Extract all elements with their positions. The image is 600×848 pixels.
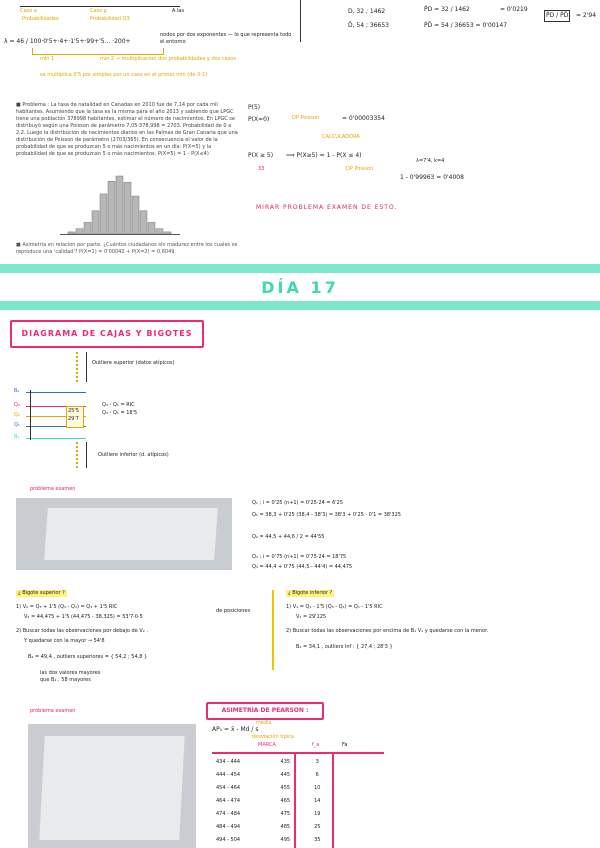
histogram-bar: [164, 232, 171, 234]
top-right-notes: [340, 0, 600, 40]
poisson-problem-text: ■ Problema : La tasa de natalidad en Canadas en 2010 fue de 7,14 por cada mil habitantes. Asumiendo que la tasa es la misma para el año 2013 y sabiendo que LPGC tiene una población 378998 habitantes, estimar el número de nacimientos. En LPGC se distribuyó según una Poisson de parámetro 7,05·378,998 = 2703. Probabilidad de 0 a 2,2. Luego la distribución de nacimientos diarios en las Palmas de Gran Canaria que una distribución de Poisson de parámetro (2703/365). En consecuencia el valor de la probabilidad de que se produzcan 5 o más nacimientos en un día: P(X=5) y la probabilidad de que se produzcan 5 o más nacimientos. P(X=5) = 1 - P(X≤4): [16, 102, 238, 157]
iqr-line2: Q₃ - Q₁ = 18'5: [102, 410, 138, 416]
histogram-bar: [92, 211, 99, 234]
table-cell: 445: [280, 771, 291, 778]
table-cell: 3: [315, 758, 319, 765]
table-cell: 434 - 444: [216, 758, 241, 765]
result: 1 - 0'99963 = 0'4008: [400, 174, 464, 181]
note-top: nodos por dos exponentes — lo que representa todo el entorno: [160, 32, 292, 45]
table-row: [212, 820, 332, 833]
bigote-sup-b2: B₂ = 49,4 , outliers superiores = { 54,2 ; 54,8 }: [28, 654, 148, 660]
ratio: P̂D / P̂D̄: [544, 10, 570, 22]
box-text-2: 29'7: [68, 416, 79, 422]
table-cell: 35: [314, 836, 321, 843]
row-dbar: D̄, 54 ; 36653: [348, 22, 389, 29]
poisson-notes: [246, 100, 596, 265]
bigote-sup-step2: 2) Buscar todas las observaciones por debajo de V₂ .: [16, 628, 148, 634]
histogram-bar: [108, 181, 115, 234]
px5-expr: ⟹ P(X≥5) = 1 - P(X ≤ 4): [286, 152, 362, 159]
histogram-bar: [140, 211, 147, 234]
histogram-bar: [84, 222, 91, 234]
histogram-bar: [156, 229, 163, 234]
q1-line1: Q₁ ; i = 0'25 (n+1) = 0'25·24 = 6'25: [252, 500, 344, 506]
table-cell: 10: [314, 784, 321, 791]
outlier-sup-brace: [86, 352, 91, 382]
outlier-dots-bottom: [76, 442, 80, 468]
histogram-bar: [132, 196, 139, 234]
histogram: [60, 172, 180, 235]
mirar-problema: MIRAR PROBLEMA EXAMEN DE ESTO.: [256, 204, 398, 211]
exam1-screenshot: [16, 498, 232, 570]
bigote-inf-title: ¿ Bigote inferior ?: [288, 590, 333, 596]
p5-label: P(5): [248, 104, 261, 111]
label-caso-p: Caso p: [90, 8, 107, 14]
note-min2: min 2 → multiplicacion dos probabilidades y dos casos: [100, 56, 236, 62]
row-d: D, 32 ; 1462: [348, 8, 386, 15]
label-caso-a: Caso a: [20, 8, 37, 14]
bigote-sup-step1: 1) V₂ = Q₃ + 1'5 (Q₃ - Q₁) = Q₃ + 1'5 RIC: [16, 604, 118, 610]
table-row: [212, 781, 332, 794]
sublabel-probabilidades: Probabilidades: [22, 16, 59, 22]
outlier-dots-top: [76, 352, 80, 382]
bigote-sup-note: las dos valores mayores que B₂ ; 58 mayores: [40, 670, 101, 683]
outlier-sup-label: Outliere superior (datos atípicos): [92, 360, 175, 366]
histogram-bar: [148, 222, 155, 234]
pearson-title-text: ASIMETRÍA DE PEARSON :: [221, 707, 309, 714]
p-d-val: = 0'0219: [500, 6, 528, 13]
whisker-line-b2: [26, 392, 86, 393]
lambda-note: λ=7'4, k=4: [416, 158, 445, 164]
table-cell: 444 - 454: [216, 771, 241, 778]
asimetria-text: ■ Asimetria en relación por parte. ¿Cuántos ciudadanos sin madurez entre los cuales se reproduce una 'calidad'? P(X=1) = 0'00042 + P(X=2) = 0,6049: [16, 242, 238, 255]
sublabel-probabilidad-q3: Probabilidad Q3: [90, 16, 130, 22]
q-label-q3: Q₃: [14, 402, 20, 408]
pearson-formula-note-top: media: [256, 720, 272, 726]
px0-note: DP Poisson: [292, 115, 320, 121]
table-cell: 484 - 494: [216, 823, 241, 830]
lambda-equation: λ = 46 / 100·0'5+·4+·1'5+·99+'5... ·200+: [4, 38, 131, 45]
header-marca: MARCA: [258, 742, 276, 748]
p-dbar: P̂D̄ = 54 / 36653 = 0'00147: [424, 22, 508, 29]
arrow-label-33: 33: [258, 166, 265, 172]
exam1-work: [252, 500, 592, 580]
table-cell: 475: [280, 810, 291, 817]
iqr-line1: Q₃ - Q₁ = RIC: [102, 402, 135, 408]
boxplot-axis: [30, 390, 31, 440]
histogram-bar: [124, 182, 131, 234]
calculadora-label: CALCULADORA: [322, 134, 360, 140]
px0-val: = 0'00003354: [342, 115, 385, 122]
px0-label: P(X=0): [248, 116, 270, 123]
histogram-bar: [68, 232, 75, 234]
pearson-table-wrap: [212, 742, 390, 848]
pearson-table: [212, 755, 332, 846]
q-label-b2: B₂: [14, 388, 20, 394]
histogram-bar: [100, 194, 107, 234]
table-cell: 495: [280, 836, 291, 843]
bigote-sup-title: ¿ Bigote superior ?: [18, 590, 65, 596]
table-cell: 455: [280, 784, 291, 791]
q-label-q2: Q₂: [14, 412, 20, 418]
q3-line2: Q₃ = 44,4 + 0'75 (44,5 - 44'4) = 44,475: [252, 564, 353, 570]
header-fa: f_a: [312, 742, 320, 748]
header-Fa: Fa: [342, 742, 348, 748]
boxplot-title: [10, 320, 204, 348]
table-row: [212, 755, 332, 768]
exam1-label: problema examen: [30, 486, 76, 492]
outlier-inf-brace: [86, 442, 91, 468]
top-left-notes: [0, 0, 300, 95]
histogram-bar: [76, 229, 83, 234]
pearson-formula: AP₁ = x̄ - Md / s: [212, 726, 259, 733]
number-line: [20, 6, 180, 7]
bigote-inf-step1: 1) V₁ = Q₁ - 1'5 (Q₃ - Q₁) = Q₁ - 1'5 RIC: [286, 604, 383, 610]
exam1-screen-area: [44, 508, 218, 560]
table-cell: 485: [280, 823, 291, 830]
label-a-las: A las: [172, 8, 185, 14]
table-row: [212, 794, 332, 807]
top-divider: [300, 0, 301, 42]
table-cell: 494 - 504: [216, 836, 241, 843]
day-title: DÍA 17: [261, 278, 339, 297]
q1-line2: Q₁ = 38,3 + 0'25 (38,4 - 38'3) = 38'3 + 0'25 · 0'1 = 38'325: [252, 512, 401, 518]
table-cell: 6: [315, 771, 319, 778]
px5-note: DP Poisson: [346, 166, 374, 172]
table-row: [212, 768, 332, 781]
pearson-formula-note-bot: desviación típica: [252, 734, 294, 740]
table-cell: 464 - 474: [216, 797, 241, 804]
histogram-svg: [60, 172, 180, 234]
bigote-sup-small-note: de posiciones: [216, 608, 251, 614]
table-cell: 474 - 484: [216, 810, 241, 817]
note-multiplica: se multiplica 0'5 por simples por un caso en el primer min (de 0-1): [40, 72, 208, 78]
bigote-sup-block: [16, 590, 266, 700]
exam2-screenshot: [28, 724, 196, 848]
bigote-inf-block: [282, 590, 594, 660]
pearson-rows: [212, 755, 384, 846]
day-band-bottom: [0, 301, 600, 310]
table-cell: 435: [280, 758, 291, 765]
exam2-screen-area: [39, 736, 184, 840]
whisker-line-b1: [26, 438, 86, 439]
bigote-sup-step2b: Y quedarse con la mayor → 54'8: [24, 638, 105, 644]
table-cell: 14: [314, 797, 321, 804]
bigote-sup-step1b: V₂ = 44,475 + 1'5 (44,475 - 38,325) = 53'7·0·5: [24, 614, 143, 620]
table-cell: 465: [280, 797, 291, 804]
table-row: [212, 807, 332, 820]
table-cell: 25: [314, 823, 321, 830]
yellow-bracket: [32, 48, 164, 55]
exam2-label: problema examen: [30, 708, 76, 714]
q3-line1: Q₃ ; i = 0'75 (n+1) = 0'75·24 = 18'75: [252, 554, 347, 560]
p-d: P̂D = 32 / 1462: [424, 6, 470, 13]
table-cell: 19: [314, 810, 321, 817]
q-label-b1: B₁: [14, 434, 20, 440]
box-text-1: 25'5: [68, 408, 79, 414]
note-min1: min 1: [40, 56, 55, 62]
day-band-top: [0, 264, 600, 273]
ratio-val: = 2'94: [576, 12, 597, 19]
histogram-bar: [116, 176, 123, 234]
boxplot-diagram: [10, 350, 340, 475]
bigote-inf-b1: B₁ = 34,1 , outliers inf : { 27,4 ; 28'3 }: [296, 644, 393, 650]
px5-label: P(X ≥ 5): [248, 152, 274, 159]
bigote-inf-step1b: V₁ = 29'125: [296, 614, 327, 620]
boxplot-title-text: DIAGRAMA DE CAJAS Y BIGOTES: [21, 329, 193, 338]
table-cell: 454 - 464: [216, 784, 241, 791]
q-label-q1: Q₁: [14, 422, 20, 428]
bigote-divider: [272, 590, 274, 670]
pearson-header-line: [212, 752, 384, 754]
q2-line1: Q₂ = 44,5 + 44,6 / 2 = 44'55: [252, 534, 325, 540]
outlier-inf-label: Outliere inferior (d. atípicos): [98, 452, 169, 458]
table-row: [212, 833, 332, 846]
pearson-title: [206, 702, 324, 720]
bigote-inf-step2: 2) Buscar todas las observaciones por encima de B₁ V₁ y quedarse con la menor.: [286, 628, 489, 634]
